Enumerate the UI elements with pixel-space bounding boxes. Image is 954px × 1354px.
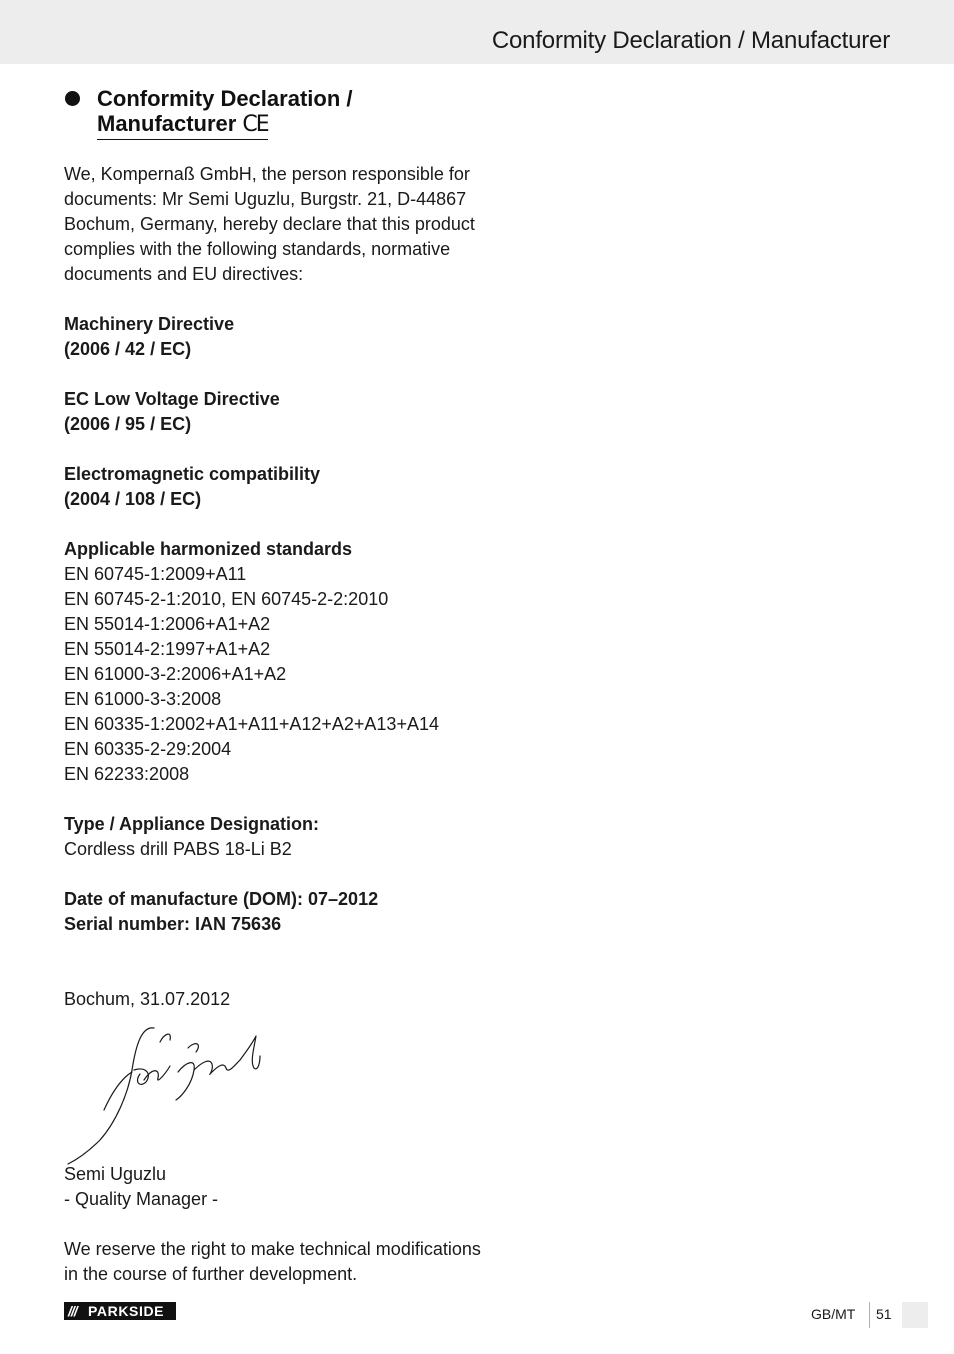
- logo-stripes-icon: ///: [68, 1303, 77, 1319]
- standard-item: EN 60335-1:2002+A1+A11+A12+A2+A13+A14: [64, 714, 439, 734]
- standard-item: EN 60745-1:2009+A11: [64, 564, 247, 584]
- standard-item: EN 55014-1:2006+A1+A2: [64, 614, 271, 634]
- page-header: [0, 0, 954, 64]
- signer-name: Semi Uguzlu: [64, 1164, 167, 1184]
- intro-line: We, Kompernaß GmbH, the person responsible for: [64, 164, 470, 184]
- standards-heading: Applicable harmonized standards: [64, 539, 353, 559]
- section-title-line2-wrap: [97, 111, 268, 140]
- dom-line: Date of manufacture (DOM): 07–2012: [64, 889, 379, 909]
- standard-item: EN 55014-2:1997+A1+A2: [64, 639, 271, 659]
- logo-text: PARKSIDE: [88, 1303, 165, 1319]
- page-number: 51: [876, 1306, 892, 1322]
- section-title-line1: Conformity Declaration /: [97, 86, 353, 111]
- type-heading: Type / Appliance Designation:: [64, 814, 320, 834]
- intro-line: Bochum, Germany, hereby declare that this product: [64, 214, 475, 234]
- bullet-icon: [65, 91, 80, 106]
- disclaimer-line: We reserve the right to make technical modifications: [64, 1239, 481, 1259]
- intro-line: complies with the following standards, normative: [64, 239, 451, 259]
- directive-code: (2006 / 42 / EC): [64, 339, 192, 359]
- intro-line: documents and EU directives:: [64, 264, 304, 284]
- serial-line: Serial number: IAN 75636: [64, 914, 282, 934]
- directive-code: (2006 / 95 / EC): [64, 414, 192, 434]
- place-date: Bochum, 31.07.2012: [64, 989, 231, 1009]
- standard-item: EN 62233:2008: [64, 764, 190, 784]
- section-title-line2: Manufacturer: [97, 111, 237, 136]
- signer-role: - Quality Manager -: [64, 1189, 219, 1209]
- intro-line: documents: Mr Semi Uguzlu, Burgstr. 21, D-44867: [64, 189, 467, 209]
- directive-title: Electromagnetic compatibility: [64, 464, 321, 484]
- standard-item: EN 61000-3-2:2006+A1+A2: [64, 664, 287, 684]
- section-title: [97, 86, 352, 140]
- standard-item: EN 60335-2-29:2004: [64, 739, 232, 759]
- parkside-logo: [64, 1302, 176, 1320]
- type-value: Cordless drill PABS 18-Li B2: [64, 839, 292, 859]
- ce-mark-icon: CE: [242, 112, 268, 137]
- header-title: Conformity Declaration / Manufacturer: [491, 27, 890, 54]
- directive-title: EC Low Voltage Directive: [64, 389, 280, 409]
- signature-image: [60, 1022, 270, 1167]
- disclaimer-line: in the course of further development.: [64, 1264, 358, 1284]
- footer-divider: [869, 1302, 870, 1328]
- standard-item: EN 60745-2-1:2010, EN 60745-2-2:2010: [64, 589, 389, 609]
- standard-item: EN 61000-3-3:2008: [64, 689, 222, 709]
- directive-title: Machinery Directive: [64, 314, 235, 334]
- footer-language: GB/MT: [811, 1306, 856, 1322]
- footer-tab-marker: [902, 1302, 928, 1328]
- directive-code: (2004 / 108 / EC): [64, 489, 202, 509]
